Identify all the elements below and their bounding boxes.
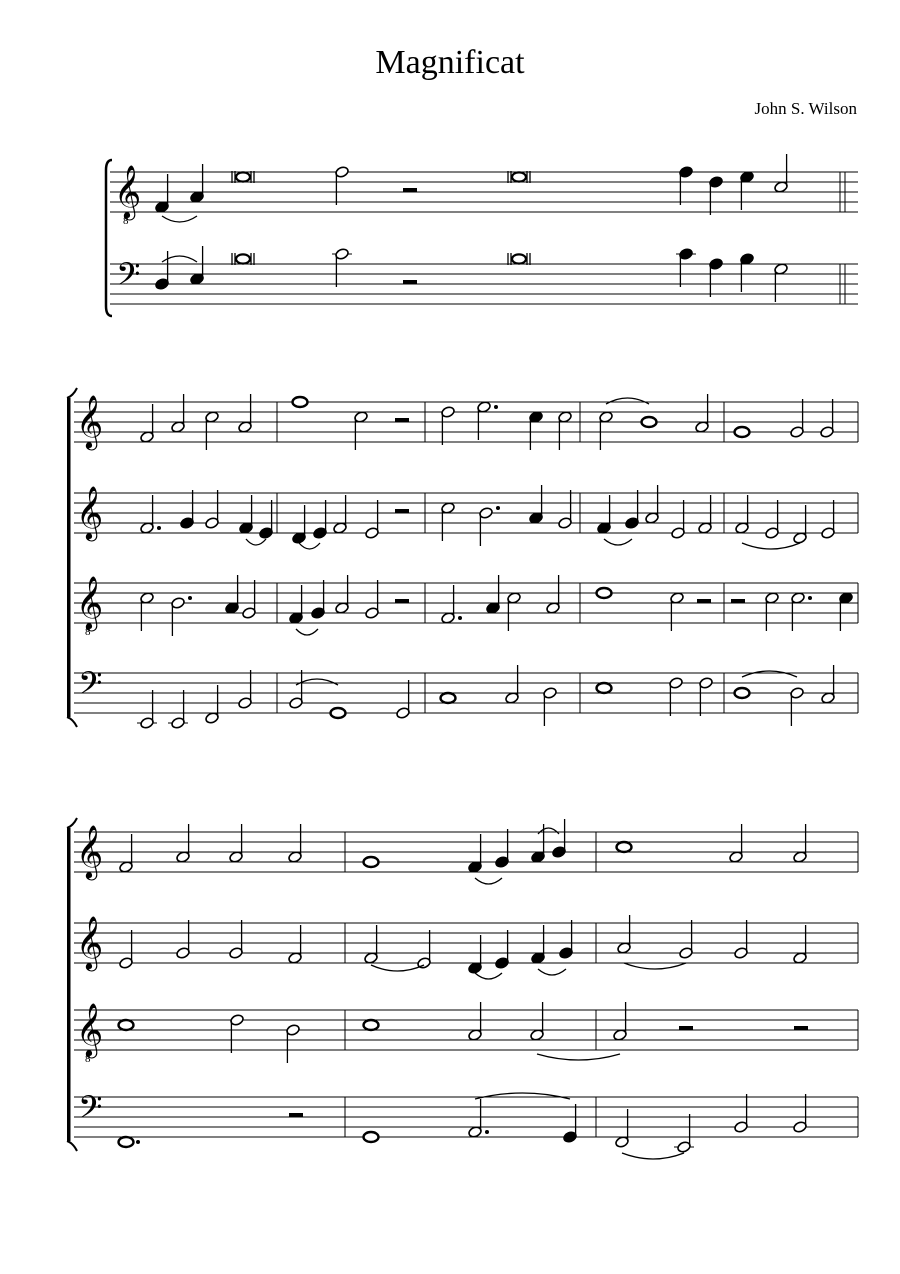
- slur: [296, 629, 318, 635]
- half-rest: [697, 599, 711, 604]
- system-bracket: [106, 160, 112, 316]
- slur: [475, 878, 502, 884]
- breve-note: [512, 172, 526, 181]
- whole-note: [735, 688, 750, 698]
- whole-note: [735, 427, 750, 437]
- half-rest: [403, 280, 417, 285]
- slur: [475, 1093, 570, 1099]
- half-rest: [679, 1026, 693, 1031]
- half-rest: [403, 188, 417, 193]
- slur: [606, 398, 649, 404]
- half-rest: [794, 1026, 808, 1031]
- whole-note: [119, 1020, 134, 1030]
- augmentation-dot: [188, 596, 192, 600]
- slur: [622, 1153, 684, 1159]
- whole-note: [597, 588, 612, 598]
- augmentation-dot: [136, 1140, 140, 1144]
- system-bracket: [67, 398, 71, 717]
- treble-clef-icon: 𝄞: [76, 824, 104, 878]
- treble-clef-icon: 𝄞: [76, 485, 104, 539]
- score-title: Magnificat: [375, 44, 525, 81]
- augmentation-dot: [485, 1130, 489, 1134]
- slur: [604, 539, 632, 545]
- whole-note: [617, 842, 632, 852]
- whole-note: [597, 683, 612, 693]
- whole-note: [331, 708, 346, 718]
- whole-note: [364, 1020, 379, 1030]
- slur: [742, 543, 800, 549]
- augmentation-dot: [458, 616, 462, 620]
- slur: [246, 539, 266, 545]
- slur: [624, 963, 686, 969]
- slur: [296, 679, 338, 685]
- breve-note: [512, 254, 526, 263]
- slur: [299, 543, 320, 549]
- treble-clef-icon: 𝄞: [114, 164, 142, 218]
- system-bracket: [67, 828, 71, 1141]
- treble-clef-icon: 𝄞: [76, 915, 104, 969]
- bass-clef-icon: 𝄢: [78, 1089, 103, 1133]
- bass-clef-icon: 𝄢: [116, 256, 141, 300]
- bass-clef-icon: 𝄢: [78, 665, 103, 709]
- half-rest: [731, 599, 745, 604]
- treble-clef-icon: 𝄞: [76, 1002, 104, 1056]
- octave-8-marker: 8: [85, 1053, 91, 1065]
- whole-note: [364, 1132, 379, 1142]
- bracket-bottom-hook: [67, 717, 77, 727]
- breve-note: [236, 172, 250, 181]
- breve-note: [236, 254, 250, 263]
- slur: [371, 965, 424, 971]
- slur: [538, 969, 566, 975]
- whole-note: [364, 857, 379, 867]
- slur: [537, 1054, 620, 1060]
- whole-note: [293, 397, 308, 407]
- half-rest: [395, 418, 409, 423]
- slur: [475, 973, 502, 979]
- treble-clef-icon: 𝄞: [76, 575, 104, 629]
- slur: [742, 671, 797, 677]
- half-rest: [289, 1113, 303, 1118]
- treble-clef-icon: 𝄞: [76, 394, 104, 448]
- augmentation-dot: [157, 526, 161, 530]
- augmentation-dot: [808, 596, 812, 600]
- whole-note: [119, 1137, 134, 1147]
- octave-8-marker: 8: [123, 215, 129, 227]
- slur: [538, 828, 559, 834]
- whole-note: [642, 417, 657, 427]
- augmentation-dot: [494, 405, 498, 409]
- slur: [162, 216, 197, 222]
- half-rest: [395, 509, 409, 514]
- augmentation-dot: [496, 506, 500, 510]
- composer-name: John S. Wilson: [754, 99, 857, 118]
- half-rest: [395, 599, 409, 604]
- octave-8-marker: 8: [85, 626, 91, 638]
- whole-note: [441, 693, 456, 703]
- bracket-bottom-hook: [67, 1141, 77, 1151]
